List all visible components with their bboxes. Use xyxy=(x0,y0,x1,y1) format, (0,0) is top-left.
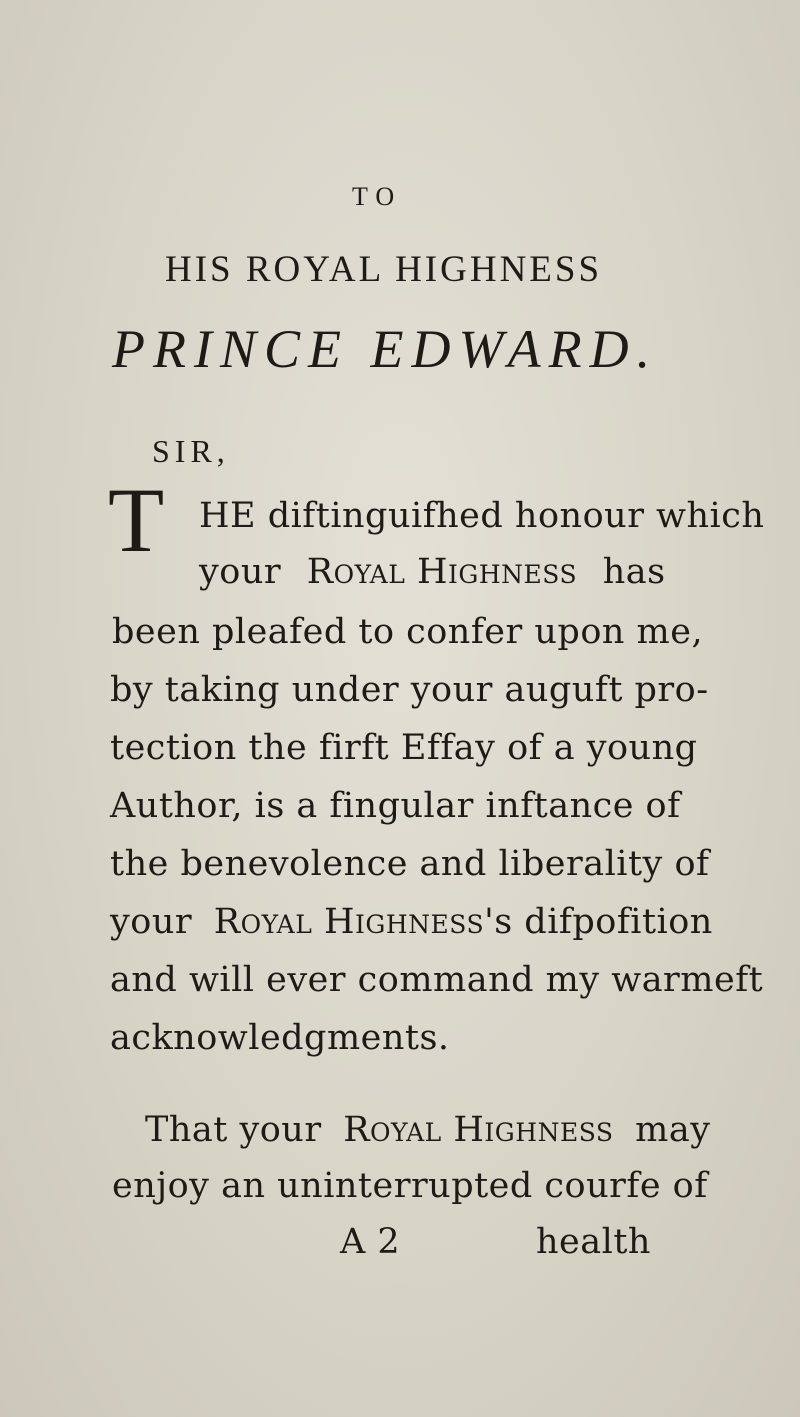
body-line-7: the benevolence and liberality of xyxy=(110,844,710,884)
signature-mark: A 2 xyxy=(340,1222,401,1262)
body-line-11 xyxy=(145,1110,710,1150)
body-line-3: been pleafed to confer upon me, xyxy=(112,612,704,652)
royal-highness-1: Royal Highness xyxy=(306,552,578,592)
body-line-9: and will ever command my warmeft xyxy=(110,960,764,1000)
body-line-2-text: your xyxy=(199,552,282,592)
royal-highness-2: Royal Highness xyxy=(213,902,485,942)
body-line-11-end: may xyxy=(635,1110,711,1150)
body-line-6: Author, is a fingular inftance of xyxy=(110,786,681,826)
body-line-12: enjoy an uninterrupted courfe of xyxy=(112,1166,708,1206)
catchword: health xyxy=(536,1222,651,1262)
body-line-10: acknowledgments. xyxy=(110,1018,450,1058)
royal-highness-3: Royal Highness xyxy=(343,1110,614,1150)
drop-cap: T xyxy=(108,469,165,571)
body-line-5: tection the firft Effay of a young xyxy=(110,728,698,768)
body-line-8-text: your xyxy=(110,902,193,942)
body-line-8-end: 's difpofition xyxy=(484,902,713,942)
body-line-4: by taking under your auguft pro- xyxy=(110,670,709,710)
body-line-2-end: has xyxy=(602,552,666,592)
body-line-1: HE diftinguifhed honour which xyxy=(199,496,765,536)
dedication-to: TO xyxy=(352,182,403,211)
salutation: SIR, xyxy=(152,433,230,469)
body-line-8 xyxy=(110,902,713,942)
dedication-title-line1: HIS ROYAL HIGHNESS xyxy=(165,249,603,290)
body-line-2 xyxy=(199,552,666,592)
body-line-11-text: That your xyxy=(145,1110,322,1150)
dedication-title-line2: PRINCE EDWARD. xyxy=(112,319,659,379)
